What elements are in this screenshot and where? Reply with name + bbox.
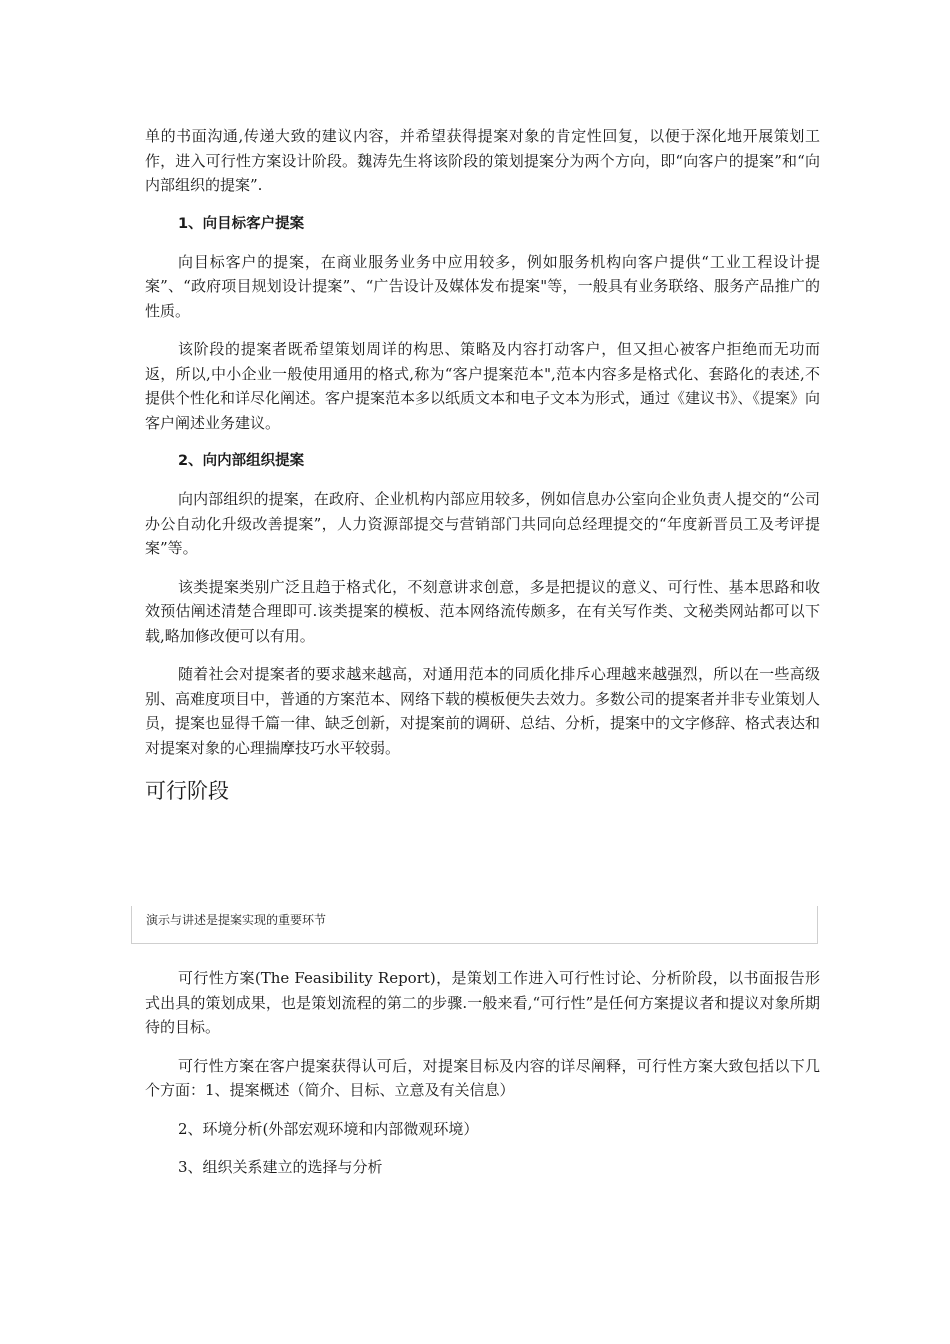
section-title: 可行阶段 — [145, 779, 229, 803]
heading-internal-proposal: 2、向内部组织提案 — [178, 453, 305, 469]
paragraph-feasibility-1: 可行性方案(The Feasibility Report)，是策划工作进入可行性讨论、分析阶段，以书面报告形式出具的策划成果，也是策划流程的第二的步骤.一般来看,“可行性”是任何方案提议者和提议对象所期待的目标。 — [145, 969, 820, 1036]
document-body — [145, 124, 820, 806]
paragraph-client-1: 向目标客户的提案，在商业服务业务中应用较多，例如服务机构向客户提供“工业工程设计提案”、“政府项目规划设计提案”、“广告设计及媒体发布提案"等，一般具有业务联络、服务产品推广的性质。 — [145, 252, 820, 320]
paragraph-feasibility-2: 可行性方案在客户提案获得认可后，对提案目标及内容的详尽阐释，可行性方案大致包括以下几个方面：1、提案概述（简介、目标、立意及有关信息） — [145, 1056, 820, 1099]
paragraph-internal-2: 该类提案类别广泛且趋于格式化，不刻意讲求创意，多是把提议的意义、可行性、基本思路和收效预估阐述清楚合理即可.该类提案的模板、范本网络流传颇多，在有关写作类、文秘类网站都可以下载,略加修改便可以有用。 — [145, 577, 820, 645]
paragraph-internal-1: 向内部组织的提案，在政府、企业机构内部应用较多，例如信息办公室向企业负责人提交的“公司办公自动化升级改善提案”，人力资源部提交与营销部门共同向总经理提交的“年度新晋员工及考评提案”等。 — [145, 490, 820, 557]
paragraph-client-2: 该阶段的提案者既希望策划周详的构思、策略及内容打动客户，但又担心被客户拒绝而无功而返，所以,中小企业一般使用通用的格式,称为“客户提案范本",范本内容多是格式化、套路化的表述,不提供个性化和详尽化阐述。客户提案范本多以纸质文本和电子文本为形式，通过《建议书》、《提案》向客户阐述业务建议。 — [145, 340, 821, 432]
list-item-2: 2、环境分析(外部宏观环境和内部微观环境） — [178, 1119, 479, 1138]
image-caption-box — [131, 906, 818, 944]
paragraph-internal-3: 随着社会对提案者的要求越来越高，对通用范本的同质化排斥心理越来越强烈，所以在一些高级别、高难度项目中，普通的方案范本、网络下载的模板便失去效力。多数公司的提案者并非专业策划人员，提案也显得千篇一律、缺乏创新，对提案前的调研、总结、分析，提案中的文字修辞、格式表达和对提案对象的心理揣摩技巧水平较弱。 — [145, 665, 821, 757]
intro-paragraph: 单的书面沟通,传递大致的建议内容，并希望获得提案对象的肯定性回复，以便于深化地开展策划工作，进入可行性方案设计阶段。魏涛先生将该阶段的策划提案分为两个方向，即“向客户的提案”和“向内部组织的提案”. — [145, 127, 820, 194]
document-body-lower — [145, 966, 820, 1180]
image-caption: 演示与讲述是提案实现的重要环节 — [146, 913, 327, 927]
list-item-3: 3、组织关系建立的选择与分析 — [178, 1158, 383, 1176]
heading-client-proposal: 1、向目标客户提案 — [178, 215, 305, 232]
